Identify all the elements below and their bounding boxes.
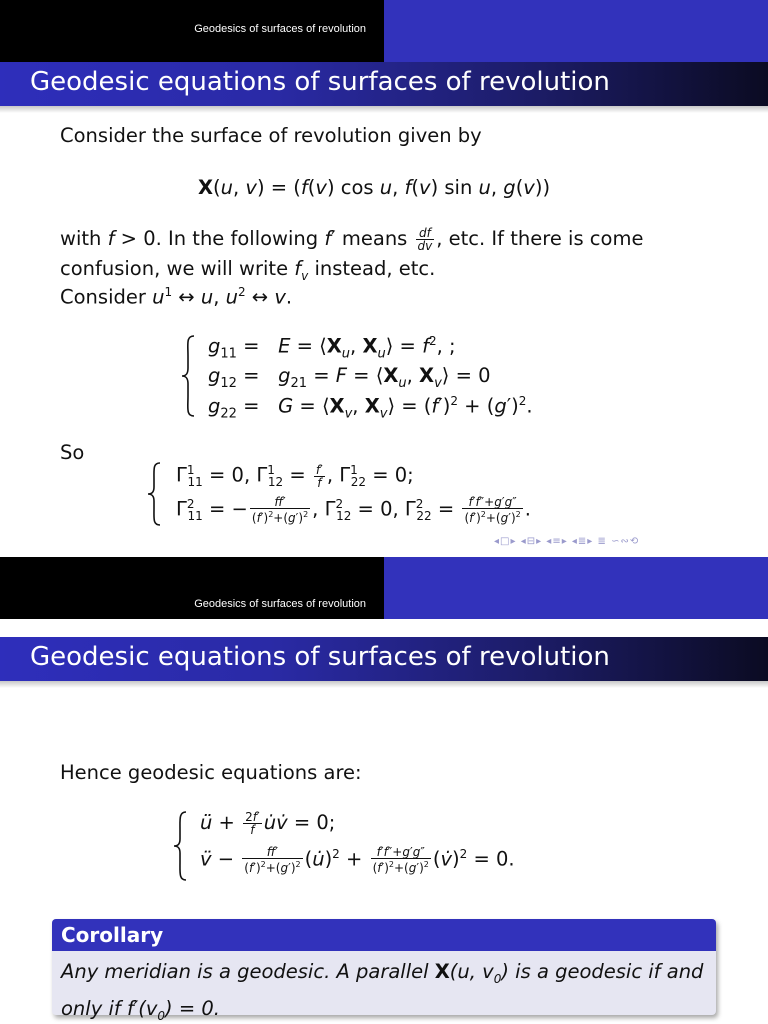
corollary-header	[52, 919, 716, 951]
beamer-navigation[interactable]	[494, 536, 639, 547]
nav-align-icon[interactable]: ≣	[597, 536, 607, 547]
metric-row-g11: $g_{11} = E$ = $⟨X_u$, $X_u⟩ = f^2$, ;	[208, 334, 456, 362]
headline-bar-2	[0, 557, 768, 619]
christoffel-row-2: $\Gamma^2_{11}$ = − $\frac{ff'}{(f')^2+(g')^2}$ , $\Gamma^2_{12} = 0$, $\Gamma^2_{22}$ = $\frac{f'f''+g'g''}{(f')^2+(g')^2}$ .	[176, 495, 531, 525]
headline-right-2	[384, 557, 768, 619]
metric-brace	[180, 334, 198, 418]
corollary-title: Corollary	[61, 923, 164, 947]
metric-row-g12: $g_{12} = g_{21} = F$ = $⟨X_u$, $X_v⟩ = 0$	[208, 364, 491, 391]
nav-frame-icon[interactable]: ◂□▸	[494, 536, 517, 547]
nav-subsection-icon[interactable]: ◂⊟▸	[520, 536, 543, 547]
frame-title-bar	[0, 62, 768, 106]
section-title: Geodesics of surfaces of revolution	[194, 23, 366, 35]
line-confusion: confusion, we will write $f_v$ instead, etc.	[60, 257, 436, 283]
frame-title: Geodesic equations of surfaces of revolution	[30, 67, 610, 97]
line-with-f: with f > 0. In the following f′ means $\frac{df}{dv}$ , etc. If there is come	[60, 226, 644, 253]
headline-bar	[0, 0, 768, 62]
christoffel-row-1: $\Gamma^1_{11} = 0$, $\Gamma^1_{12}$ = $\frac{f'}{f}$ , $\Gamma^1_{22} = 0$;	[176, 462, 414, 490]
section-title-2: Geodesics of surfaces of revolution	[194, 598, 366, 610]
frame-title-bar-2	[0, 637, 768, 681]
headline-right	[384, 0, 768, 62]
line-consider: Consider $u^1$ ↔ u, $u^2$ ↔ v.	[60, 285, 293, 309]
df-dv-fraction: $\frac{df}{dv}$	[417, 226, 433, 253]
nav-section-icon[interactable]: ◂≡▸	[546, 536, 568, 547]
so-label: So	[60, 441, 85, 464]
frame-title-2: Geodesic equations of surfaces of revolution	[30, 642, 610, 672]
nav-search-icon[interactable]: ∽∾⟲	[611, 536, 640, 547]
nav-slide-icon[interactable]: ◂≣▸	[571, 536, 594, 547]
geodesic-brace	[172, 810, 190, 882]
parametrization-equation: X(u, v) = (f(v) cos u, f(v) sin u, g(v))	[198, 176, 551, 199]
intro-text: Consider the surface of revolution given by	[60, 124, 482, 147]
corollary-body: Any meridian is a geodesic. A parallel X(u, $v_0$) is a geodesic if and only if $f'(v_0) = 0$.	[61, 960, 704, 1023]
metric-row-g22: $g_{22} = G$ = $⟨X_v$, $X_v⟩ = (f')^2 + (g')^2$.	[208, 394, 533, 422]
geodesic-row-2: v̈ − $\frac{ff'}{(f')^2+(g')^2}$ (u̇)$^2$ + $\frac{f'f''+g'g''}{(f')^2+(g')^2}$ (v̇)$^2$ = 0.	[200, 845, 515, 875]
slide-2	[0, 557, 768, 1024]
geodesic-row-1: ü + $\frac{2f'}{f}$ u̇v̇ = 0;	[200, 810, 336, 837]
christoffel-brace	[146, 461, 164, 527]
corollary-block	[52, 919, 716, 1023]
geodesic-intro: Hence geodesic equations are:	[60, 761, 362, 784]
